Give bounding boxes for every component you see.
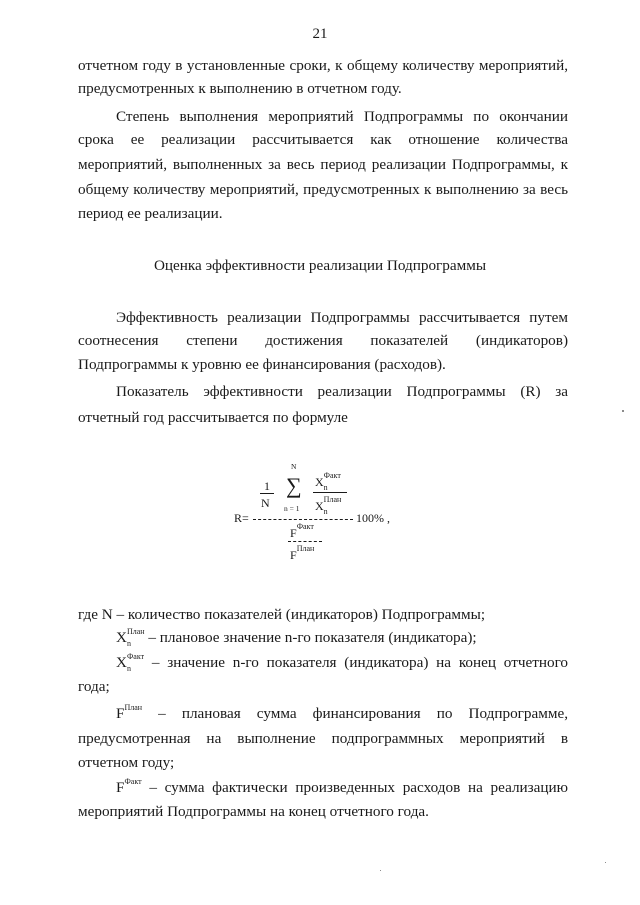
scan-speck — [605, 862, 606, 863]
def-x-plan-sub: n — [126, 639, 131, 648]
formula-x-fakt-sub: n — [323, 483, 328, 492]
formula-x-fakt-letter: X — [315, 475, 324, 489]
formula-x-fakt — [315, 471, 341, 492]
def-f-fakt — [116, 778, 568, 800]
formula-f-plan-sup: План — [296, 544, 315, 553]
formula-x-plan-sup: План — [323, 495, 342, 504]
paragraph-2-line-5: период ее реализации. — [78, 205, 223, 222]
def-f-fakt-text: – сумма фактически произведенных расходов на реализацию — [149, 779, 568, 796]
paragraph-4-line-1: Показатель эффективности реализации Подпрограммы (R) за — [116, 383, 568, 400]
formula-fraction-bar-small — [260, 493, 274, 494]
def-f-plan-line-3: отчетном году; — [78, 754, 175, 771]
def-x-fakt-symbol — [116, 654, 144, 671]
paragraph-1-line-1: отчетном году в установленные сроки, к общему количеству мероприятий, — [78, 57, 568, 74]
formula-fraction-bar-x — [313, 492, 347, 493]
def-x-fakt-line-2: года; — [78, 678, 110, 695]
def-f-plan-text: – плановая сумма финансирования по Подпрограмме, — [158, 705, 569, 722]
def-f-plan-sup: План — [124, 703, 143, 712]
def-x-plan-letter: X — [116, 629, 127, 646]
def-x-plan-text: – плановое значение n-го показателя (индикатора); — [148, 629, 477, 646]
def-x-fakt-sup: Факт — [126, 652, 145, 661]
sum-symbol-icon: ∑ — [286, 473, 302, 498]
formula-percent: 100% , — [356, 511, 390, 525]
formula-n-denominator: N — [261, 496, 270, 510]
def-x-fakt-text: – значение n-го показателя (индикатора) на конец отчетного — [151, 654, 569, 671]
def-f-plan-symbol — [116, 705, 142, 722]
formula-one: 1 — [264, 479, 270, 493]
paragraph-3-line-1: Эффективность реализации Подпрограммы рассчитывается путем — [116, 309, 568, 326]
paragraph-3-line-2: соотнесения степени достижения показателей (индикаторов) — [78, 332, 568, 349]
paragraph-2-line-1: Степень выполнения мероприятий Подпрограммы по окончании — [116, 108, 568, 125]
formula-x-plan-letter: X — [315, 499, 324, 513]
formula-f-fakt — [290, 522, 314, 541]
formula-x-fakt-sup: Факт — [323, 471, 341, 480]
def-f-plan-line-2: предусмотренная на выполнение подпрограммных мероприятий в — [78, 730, 568, 747]
def-x-plan — [116, 628, 568, 650]
formula-sum-lower: n = 1 — [284, 504, 300, 513]
formula-main-fraction-bar — [253, 519, 353, 520]
def-f-plan-letter: F — [116, 705, 125, 722]
paragraph-4-line-2: отчетный год рассчитывается по формуле — [78, 409, 348, 426]
section-heading: Оценка эффективности реализации Подпрограммы — [153, 257, 487, 274]
def-f-fakt-line-2: мероприятий Подпрограммы на конец отчетного года. — [78, 803, 429, 820]
formula-f-plan-letter: F — [290, 548, 297, 562]
formula-f-fakt-sup: Факт — [296, 522, 314, 531]
paragraph-1-line-2: предусмотренных к выполнению в отчетном году. — [78, 80, 402, 97]
def-x-plan-sup: План — [126, 627, 145, 636]
scan-speck — [380, 870, 381, 871]
scan-speck — [622, 410, 624, 412]
formula-r-label: R= — [234, 511, 249, 525]
paragraph-2-line-3: мероприятий, выполненных за весь период реализации Подпрограммы, к — [78, 156, 568, 173]
def-f-fakt-sup: Факт — [124, 777, 142, 786]
formula-sum-upper: N — [291, 462, 297, 471]
def-n: где N – количество показателей (индикаторов) Подпрограммы; — [78, 606, 486, 623]
def-f-fakt-letter: F — [116, 779, 125, 796]
def-x-fakt-sub: n — [126, 664, 131, 673]
paragraph-2-line-4: общему количеству мероприятий, предусмотренных к выполнению за весь — [78, 181, 568, 198]
def-f-fakt-symbol — [116, 779, 142, 796]
def-x-plan-symbol — [116, 629, 145, 646]
formula-x-plan — [315, 495, 342, 516]
paragraph-2-line-2: срока ее реализации рассчитывается как отношение количества — [78, 131, 568, 148]
paragraph-3-line-3: Подпрограммы к уровню ее финансирования (расходов). — [78, 356, 446, 373]
formula-fraction-bar-f — [288, 541, 322, 542]
def-x-fakt — [116, 653, 568, 675]
formula-x-plan-sub: n — [323, 507, 328, 516]
def-x-fakt-letter: X — [116, 654, 127, 671]
page-number: 21 — [312, 26, 328, 42]
def-f-plan — [116, 704, 568, 726]
formula-f-plan — [290, 544, 315, 563]
formula-f-fakt-letter: F — [290, 526, 297, 540]
